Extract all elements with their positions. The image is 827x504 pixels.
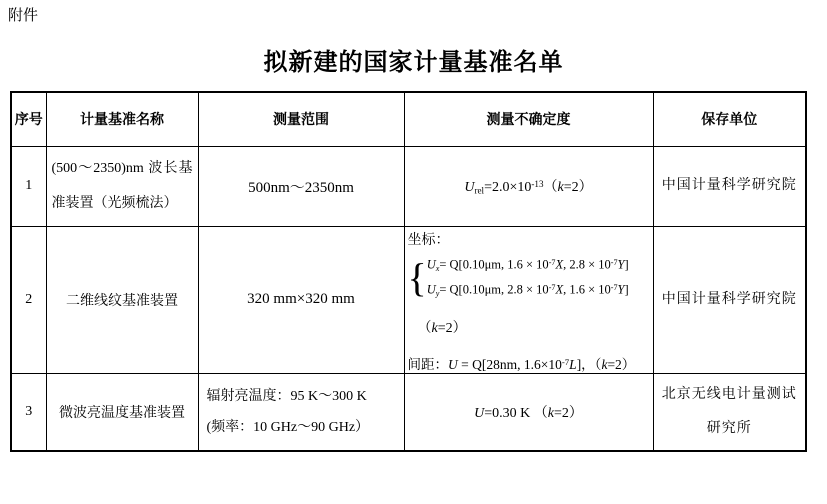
row3-keeper-cell: 北京无线电计量测试研究所 [653, 373, 806, 451]
text-run: ]，（ [576, 356, 602, 372]
table-row-1 [11, 146, 806, 226]
text-run: -7 [561, 356, 570, 367]
text-run: =2） [607, 356, 636, 372]
text-run: =0.30 K （ [484, 405, 548, 421]
text-run: U [464, 180, 475, 195]
text-run: U [426, 282, 436, 297]
col-header-measurement-uncertainty: 测量不确定度 [404, 92, 653, 146]
equation-uy [427, 278, 629, 303]
text-run: -7 [548, 257, 556, 267]
text-run: y [435, 288, 440, 298]
text-run: -13 [531, 178, 544, 189]
row1-keeper-cell: 中国计量科学研究院 [653, 146, 806, 226]
text-run: （ [543, 180, 558, 195]
row2-index-cell: 2 [11, 226, 46, 373]
coordinate-label: 坐标： [407, 232, 450, 248]
left-brace: { [407, 254, 427, 300]
text-run: =2） [563, 180, 593, 195]
table-row-3 [11, 373, 806, 451]
row3-name-cell: 微波亮温度基准装置 [46, 373, 198, 451]
text-run: = Q[28nm, 1.6×10 [457, 356, 562, 372]
text-run: = Q[0.10μm, 2.8 × 10 [439, 282, 549, 297]
row1-name-cell: (500～2350)nm 波长基准装置（光频梳法） [46, 146, 198, 226]
text-run: = Q[0.10μm, 1.6 × 10 [439, 257, 549, 272]
frequency-range: (频率：10 GHz～90 GHz） [206, 419, 370, 435]
row3-uncertainty-cell [404, 373, 653, 451]
text-run: L [569, 356, 577, 372]
equation-ux [427, 253, 629, 278]
col-header-index: 序号 [11, 92, 46, 146]
table-header-row [11, 92, 806, 146]
text-run: ] [624, 282, 629, 297]
equation-lines [427, 253, 629, 303]
radiance-temperature-range: 辐射亮温度：95 K～300 K [206, 388, 367, 404]
row1-range-cell: 500nm～2350nm [198, 146, 404, 226]
text-run: 间距： [407, 356, 448, 372]
text-run: U [474, 405, 485, 421]
text-run: =2.0×10 [484, 180, 532, 195]
row1-uncertainty-cell [404, 146, 653, 226]
text-run: k [557, 180, 564, 195]
text-run: , 2.8 × 10 [563, 257, 611, 272]
row1-index-cell: 1 [11, 146, 46, 226]
text-run: -7 [548, 282, 556, 292]
text-run: U [448, 356, 458, 372]
text-run: =2） [553, 405, 583, 421]
attachment-label: 附件 [8, 6, 39, 24]
row3-index-cell: 3 [11, 373, 46, 451]
text-run: rel [474, 185, 485, 196]
text-run: X [555, 282, 564, 297]
text-run: Y [617, 282, 625, 297]
text-run: -7 [610, 282, 618, 292]
spacing-uncertainty-line [408, 353, 651, 373]
row2-uncertainty-cell [404, 226, 653, 373]
text-run: =2） [437, 320, 467, 336]
text-run: k [547, 405, 554, 421]
col-header-keeper-institute: 保存单位 [653, 92, 806, 146]
text-run: Y [617, 257, 625, 272]
page-title: 拟新建的国家计量基准名单 [263, 48, 564, 76]
row2-keeper-cell: 中国计量科学研究院 [653, 226, 806, 373]
text-run: , 1.6 × 10 [563, 282, 611, 297]
col-header-measurement-range: 测量范围 [198, 92, 404, 146]
standards-table [10, 91, 807, 452]
text-run: （ [417, 320, 432, 336]
text-run: -7 [610, 257, 618, 267]
row2-name-cell: 二维线纹基准装置 [46, 226, 198, 373]
text-run: k [431, 320, 438, 336]
table-row-2 [11, 226, 806, 373]
table-head [11, 92, 806, 146]
col-header-standard-name: 计量基准名称 [46, 92, 198, 146]
text-run: x [435, 263, 440, 273]
equation-group [408, 253, 651, 303]
text-run: X [555, 257, 564, 272]
text-run: k [601, 356, 608, 372]
row2-range-cell: 320 mm×320 mm [198, 226, 404, 373]
row3-range-cell [198, 373, 404, 451]
table-body [11, 146, 806, 451]
coverage-factor-note [418, 317, 651, 337]
text-run: U [426, 257, 436, 272]
text-run: ] [624, 257, 629, 272]
